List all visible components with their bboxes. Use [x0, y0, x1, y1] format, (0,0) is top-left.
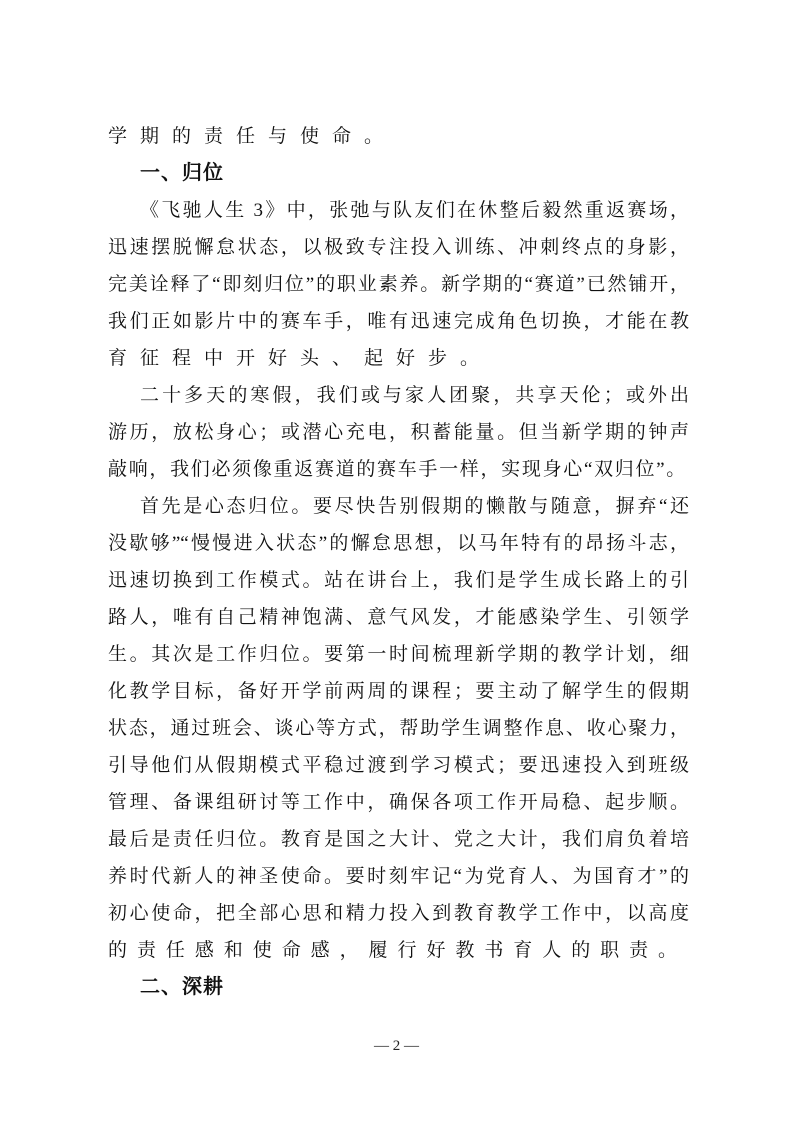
text-line: 敲响，我们必须像重返赛道的赛车手一样，实现身心“双归位”。	[108, 459, 687, 480]
text-line: 《飞驰人生 3》中，张弛与队友们在休整后毅然重返赛场，	[140, 200, 689, 221]
text-line: 首先是心态归位。要尽快告别假期的懒散与随意，摒弃“还	[140, 496, 689, 517]
heading-text: 一、归位	[140, 162, 224, 184]
text-line: 路人，唯有自己精神饱满、意气风发，才能感染学生、引领学	[108, 607, 689, 628]
page-number: — 2 —	[374, 1038, 419, 1054]
text-line: 的责任感和使命感，履行好教书育人的职责。	[108, 940, 687, 961]
paragraph	[108, 488, 689, 969]
text-line: 学期的责任与使命。	[108, 126, 397, 147]
text-line: 游历，放松身心；或潜心充电，积蓄能量。但当新学期的钟声	[108, 422, 689, 443]
paragraph	[108, 377, 689, 488]
section-heading	[108, 155, 689, 192]
text-line: 最后是责任归位。教育是国之大计、党之大计，我们肩负着培	[108, 829, 689, 850]
text-line: 管理、备课组研讨等工作中，确保各项工作开局稳、起步顺。	[108, 792, 689, 813]
text-line: 育征程中开好头、起好步。	[108, 348, 493, 369]
text-line: 没歇够”“慢慢进入状态”的懈怠思想，以马年特有的昂扬斗志，	[108, 533, 689, 554]
heading-text: 二、深耕	[140, 976, 224, 998]
text-line: 二十多天的寒假，我们或与家人团聚，共享天伦；或外出	[140, 385, 689, 406]
text-line: 引导他们从假期模式平稳过渡到学习模式；要迅速投入到班级	[108, 755, 689, 776]
text-line: 迅速摆脱懈怠状态，以极致专注投入训练、冲刺终点的身影，	[108, 237, 689, 258]
text-line: 状态，通过班会、谈心等方式，帮助学生调整作息、收心聚力，	[108, 718, 689, 739]
text-line: 生。其次是工作归位。要第一时间梳理新学期的教学计划，细	[108, 644, 689, 665]
text-line: 我们正如影片中的赛车手，唯有迅速完成角色切换，才能在教	[108, 311, 689, 332]
text-line: 化教学目标，备好开学前两周的课程；要主动了解学生的假期	[108, 681, 689, 702]
paragraph	[108, 192, 689, 377]
document-body	[108, 118, 689, 1006]
text-line: 养时代新人的神圣使命。要时刻牢记“为党育人、为国育才”的	[108, 866, 689, 887]
paragraph	[108, 118, 689, 155]
text-line: 完美诠释了“即刻归位”的职业素养。新学期的“赛道”已然铺开，	[108, 274, 689, 295]
text-line: 迅速切换到工作模式。站在讲台上，我们是学生成长路上的引	[108, 570, 689, 591]
text-line: 初心使命，把全部心思和精力投入到教育教学工作中，以高度	[108, 903, 689, 924]
section-heading	[108, 969, 689, 1006]
